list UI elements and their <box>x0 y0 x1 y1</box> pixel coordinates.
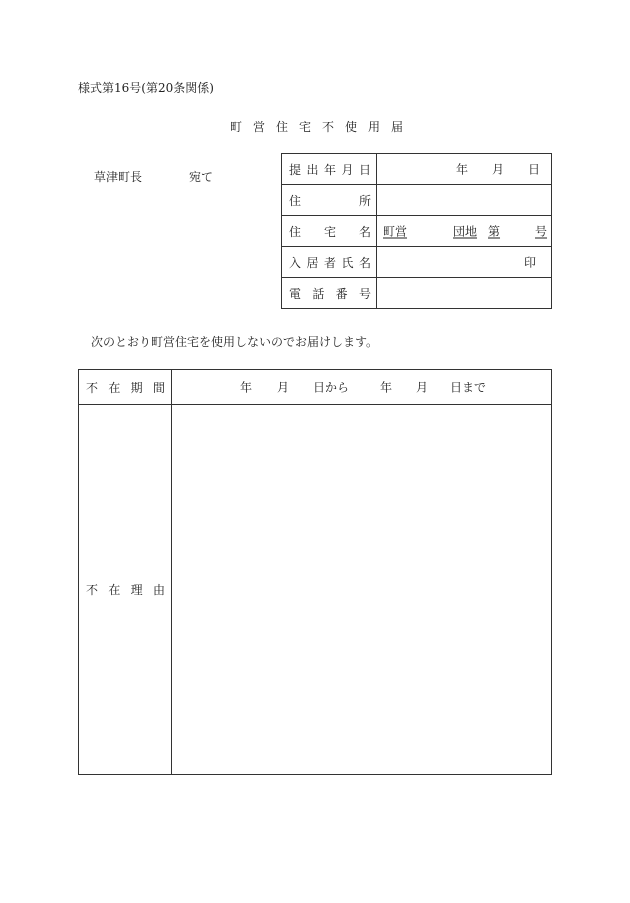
label-char: 在 <box>108 583 121 597</box>
label-char: 不 <box>86 380 99 395</box>
submit-date-field[interactable] <box>377 154 552 185</box>
label-char: 居 <box>306 255 319 270</box>
submit-day-unit: 日 <box>528 162 541 177</box>
absence-period-label <box>79 370 172 405</box>
from-day-unit: 日から <box>313 380 350 395</box>
seal-mark: 印 <box>524 255 537 270</box>
submit-date-label <box>282 154 377 185</box>
label-char: 期 <box>130 380 143 395</box>
label-char: 入 <box>289 255 302 270</box>
label-char: 氏 <box>341 255 354 270</box>
to-year-unit: 年 <box>380 380 393 395</box>
housing-dai: 第 <box>488 224 501 239</box>
label-char: 号 <box>358 286 371 301</box>
absence-period-field[interactable] <box>172 370 552 405</box>
label-char: 所 <box>358 193 371 208</box>
address-field[interactable] <box>377 185 552 216</box>
resident-row <box>282 247 552 278</box>
resident-name-field[interactable] <box>377 247 552 278</box>
label-char: 年 <box>323 162 336 177</box>
resident-label <box>282 247 377 278</box>
phone-field[interactable] <box>377 278 552 309</box>
from-month-unit: 月 <box>277 380 290 395</box>
label-char: 者 <box>323 255 336 270</box>
document-title: 町営住宅不使用届 <box>230 120 415 134</box>
address-label <box>282 185 377 216</box>
statement-text: 次のとおり町営住宅を使用しないのでお届けします。 <box>91 335 379 349</box>
absence-reason-row <box>79 405 552 775</box>
submit-year-unit: 年 <box>456 162 469 177</box>
phone-label <box>282 278 377 309</box>
absence-reason-label <box>79 405 172 775</box>
label-char: 名 <box>358 255 371 270</box>
label-char: 不 <box>86 583 99 597</box>
housing-field[interactable] <box>377 216 552 247</box>
label-char: 理 <box>130 583 143 597</box>
form-number: 様式第16号(第20条関係) <box>78 81 214 95</box>
housing-go: 号 <box>535 224 548 239</box>
phone-row <box>282 278 552 309</box>
label-char: 電 <box>289 286 302 301</box>
submit-date-row <box>282 154 552 185</box>
applicant-info-table <box>281 153 552 309</box>
label-char: 月 <box>341 162 354 177</box>
housing-row <box>282 216 552 247</box>
label-char: 住 <box>289 224 302 239</box>
from-year-unit: 年 <box>240 380 253 395</box>
address-row <box>282 185 552 216</box>
housing-danchi: 団地 <box>453 224 478 239</box>
absence-reason-field[interactable] <box>172 405 552 775</box>
to-day-unit: 日まで <box>450 380 487 395</box>
submit-month-unit: 月 <box>492 162 505 177</box>
addressee-suffix: 宛て <box>189 170 214 184</box>
absence-table <box>78 369 552 775</box>
label-char: 由 <box>152 583 165 597</box>
label-char: 住 <box>289 193 302 208</box>
label-char: 話 <box>312 286 325 301</box>
label-char: 宅 <box>323 224 336 239</box>
label-char: 出 <box>306 162 319 177</box>
label-char: 間 <box>152 380 165 395</box>
label-char: 提 <box>289 162 302 177</box>
addressee-name: 草津町長 <box>94 170 143 184</box>
housing-label <box>282 216 377 247</box>
housing-prefix: 町営 <box>383 224 408 239</box>
label-char: 日 <box>358 162 371 177</box>
absence-period-row <box>79 370 552 405</box>
to-month-unit: 月 <box>416 380 429 395</box>
label-char: 名 <box>358 224 371 239</box>
label-char: 在 <box>108 380 121 395</box>
label-char: 番 <box>335 286 348 301</box>
